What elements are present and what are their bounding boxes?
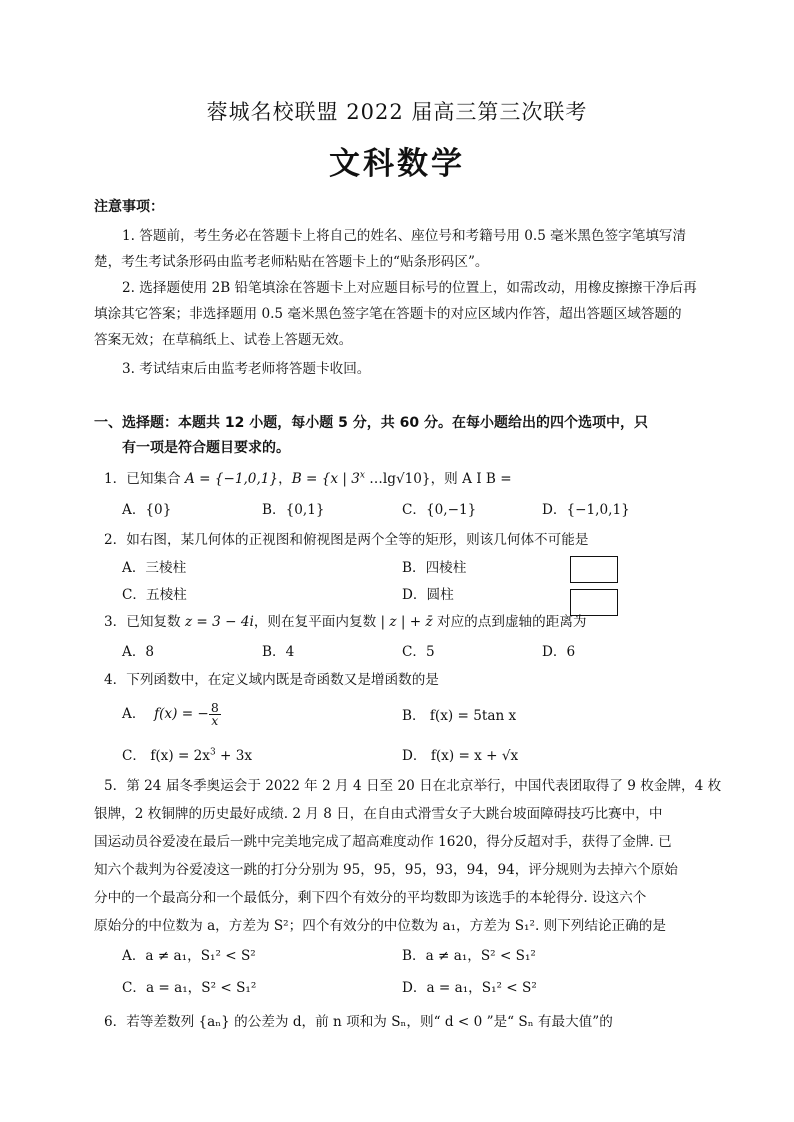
q4-option-c — [122, 744, 252, 764]
question-3-stem — [104, 610, 587, 630]
question-5-line: 原始分的中位数为 a，方差为 S²；四个有效分的中位数为 a₁，方差为 S₁². 则下列结论正确的是 — [94, 918, 666, 934]
question-5-line: 5．第 24 届冬季奥运会于 2022 年 2 月 4 日至 20 日在北京举行，中国代表团取得了 9 枚金牌，4 枚 — [104, 778, 722, 794]
question-4-stem: 4．下列函数中，在定义域内既是奇函数又是增函数的是 — [104, 672, 439, 688]
section-heading: 一、选择题：本题共 12 小题，每小题 5 分，共 60 分。在每小题给出的四个选项中，只 — [94, 415, 648, 431]
q1-set-b: B = {x | 3 — [291, 471, 360, 487]
q4-a-denominator: x — [211, 713, 219, 728]
question-5-line: 分中的一个最高分和一个最低分，剩下四个有效分的平均数即为该选手的本轮得分. 设这六个 — [94, 890, 647, 906]
q1-suffix: ，则 A I B = — [430, 471, 512, 487]
q4-a-label: A． — [122, 706, 146, 722]
question-6-stem: 6．若等差数列 {aₙ} 的公差为 d，前 n 项和为 Sₙ，则“ d < 0 ”是“ Sₙ 有最大值”的 — [104, 1014, 613, 1030]
q4-c-exp: 3 — [209, 747, 216, 758]
front-view-rectangle — [570, 556, 618, 583]
q1-exp: x — [359, 470, 365, 481]
q2-option-d: D．圆柱 — [402, 587, 454, 603]
q4-a-numerator: 8 — [210, 699, 219, 715]
exam-title: 蓉城名校联盟 2022 届高三第三次联考 — [206, 100, 588, 124]
q3-prefix: 3．已知复数 — [104, 614, 185, 630]
q5-option-c: C．a = a₁，S² < S₁² — [122, 980, 257, 996]
question-2-stem: 2．如右图，某几何体的正视图和俯视图是两个全等的矩形，则该几何体不可能是 — [104, 532, 589, 548]
q4-c-pre: C． f(x) = 2x — [122, 748, 210, 764]
q4-a-fraction — [209, 699, 221, 728]
q3-w-expr: | z | + z̄ — [380, 614, 433, 630]
notice-line: 楚，考生考试条形码由监考老师粘贴在答题卡上的“贴条形码区”。 — [94, 254, 489, 270]
notice-line: 2. 选择题使用 2B 铅笔填涂在答题卡上对应题目标号的位置上，如需改动，用橡皮擦擦干净后再 — [122, 280, 697, 296]
question-5-line: 国运动员谷爱凌在最后一跳中完美地完成了超高难度动作 1620，得分反超对手，获得了金牌. 已 — [94, 834, 672, 850]
q4-option-d: D． f(x) = x + √x — [402, 748, 519, 764]
notice-line: 3. 考试结束后由监考老师将答题卡收回。 — [122, 361, 371, 377]
notice-line: 答案无效；在草稿纸上、试卷上答题无效。 — [94, 332, 353, 348]
q2-option-a: A．三棱柱 — [122, 560, 187, 576]
q1-option-b: B．{0,1} — [262, 502, 325, 518]
subject-title: 文科数学 — [329, 146, 465, 182]
q2-option-c: C．五棱柱 — [122, 587, 187, 603]
q3-option-a: A．8 — [122, 644, 155, 660]
question-5-line: 知六个裁判为谷爱凌这一跳的打分分别为 95，95，95，93，94，94，评分规则为去掉六个原始 — [94, 862, 678, 878]
q4-option-b: B． f(x) = 5tan x — [402, 708, 517, 724]
q2-option-b: B．四棱柱 — [402, 560, 467, 576]
q3-suffix: 对应的点到虚轴的距离为 — [432, 614, 587, 630]
q1-option-c: C．{0,−1} — [402, 502, 477, 518]
q5-option-d: D．a = a₁，S₁² < S² — [402, 980, 537, 996]
section-heading-cont: 有一项是符合题目要求的。 — [122, 440, 290, 456]
q1-set-b-post: …lg√10} — [364, 471, 431, 487]
q1-set-a: A = {−1,0,1} — [184, 471, 279, 487]
q4-a-lhs: f(x) = − — [154, 706, 209, 722]
q4-c-post: + 3x — [215, 748, 253, 764]
q3-option-d: D．6 — [542, 644, 576, 660]
question-5-line: 银牌，2 枚铜牌的历史最好成绩. 2 月 8 日，在自由式滑雪女子大跳台坡面障碍技巧比赛中，中 — [94, 806, 663, 822]
q1-option-a: A．{0} — [122, 502, 172, 518]
q5-option-a: A．a ≠ a₁，S₁² < S² — [122, 948, 256, 964]
q4-option-a — [122, 695, 221, 733]
q5-option-b: B．a ≠ a₁，S² < S₁² — [402, 948, 536, 964]
question-1-stem — [104, 467, 512, 487]
notice-heading: 注意事项： — [94, 199, 164, 215]
notice-line: 1. 答题前，考生务必在答题卡上将自己的姓名、座位号和考籍号用 0.5 毫米黑色签字笔填写清 — [122, 228, 687, 244]
q1-sep: ， — [278, 471, 292, 487]
q3-option-b: B．4 — [262, 644, 295, 660]
q1-option-d: D．{−1,0,1} — [542, 502, 630, 518]
q3-option-c: C．5 — [402, 644, 435, 660]
q1-prefix: 1．已知集合 — [104, 471, 185, 487]
q3-mid: ，则在复平面内复数 — [253, 614, 381, 630]
q3-z-expr: z = 3 − 4i — [184, 614, 254, 630]
notice-line: 填涂其它答案；非选择题用 0.5 毫米黑色签字笔在答题卡的对应区域内作答，超出答题区域答题的 — [94, 306, 682, 322]
